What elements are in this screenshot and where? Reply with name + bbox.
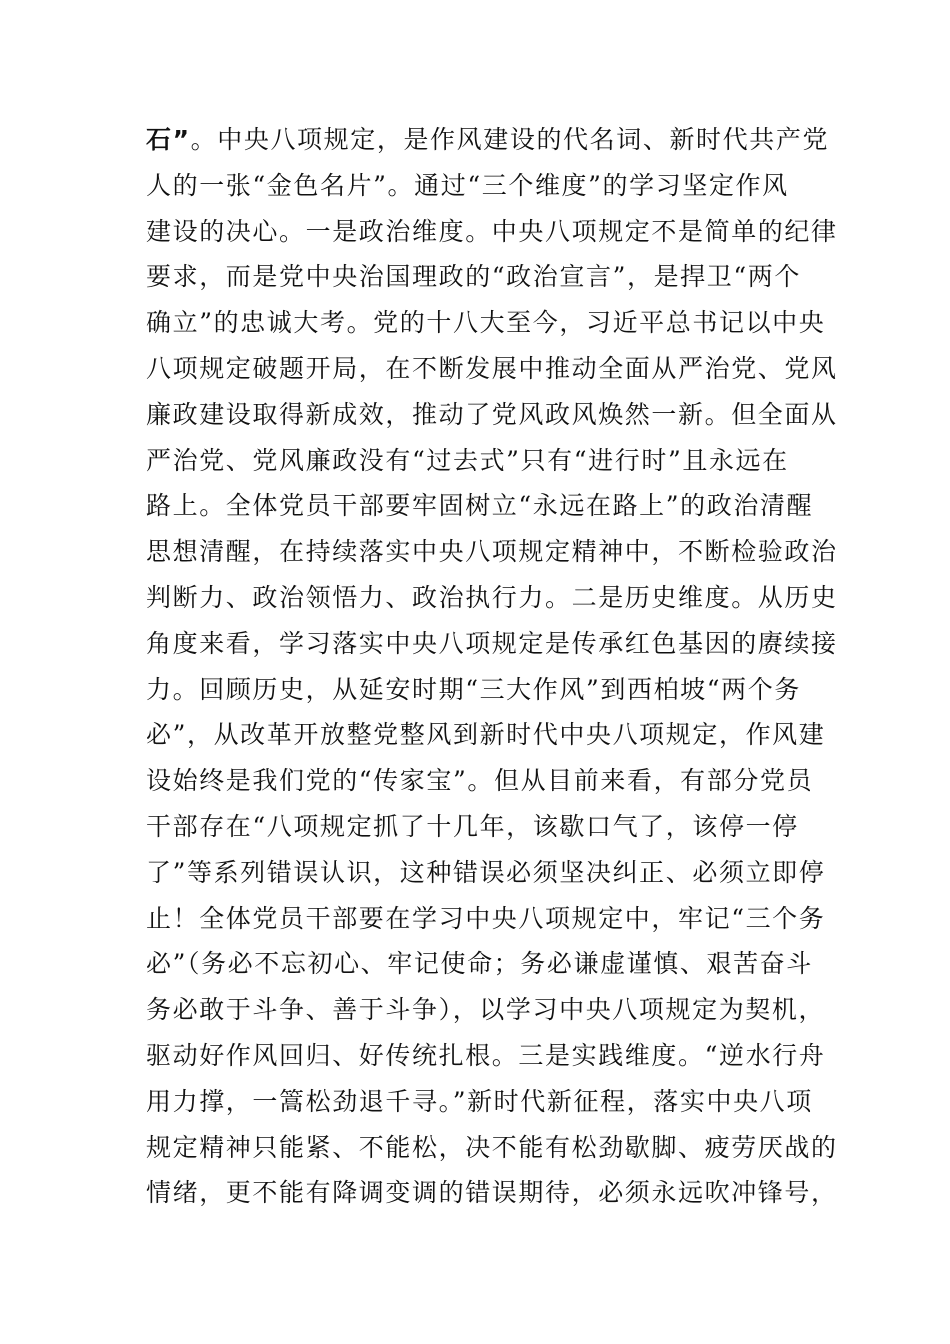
text-line: 力。回顾历史，从延安时期“三大作风”到西柏坡“两个务	[146, 674, 801, 704]
text-line: 情绪，更不能有降调变调的错误期待，必须永远吹冲锋号，	[146, 1178, 838, 1208]
text-line: 廉政建设取得新成效，推动了党风政风焕然一新。但全面从	[146, 399, 838, 429]
text-line: 干部存在“八项规定抓了十几年，该歇口气了，该停一停	[146, 811, 799, 841]
text-line: 严治党、党风廉政没有“过去式”只有“进行时”且永远在	[146, 445, 789, 475]
text-line: 用力撑，一篙松劲退千寻。”新时代新征程，落实中央八项	[146, 1086, 813, 1116]
text-line: 路上。全体党员干部要牢固树立“永远在路上”的政治清醒	[146, 491, 814, 521]
text-line: 确立”的忠诚大考。党的十八大至今，习近平总书记以中央	[146, 308, 826, 338]
text-line: 了”等系列错误认识，这种错误必须坚决纠正、必须立即停	[146, 857, 826, 887]
text-line: 止！全体党员干部要在学习中央八项规定中，牢记“三个务	[146, 903, 826, 933]
text-line: 务必敢于斗争、善于斗争），以学习中央八项规定为契机，	[146, 995, 826, 1025]
text-line: 设始终是我们党的“传家宝”。但从目前来看，有部分党员	[146, 766, 814, 796]
text-line: 人的一张“金色名片”。通过“三个维度”的学习坚定作风	[146, 170, 789, 200]
text-line: 判断力、政治领悟力、政治执行力。二是历史维度。从历史	[146, 582, 838, 612]
text-line: 必”（务必不忘初心、牢记使命；务必谦虚谨慎、艰苦奋斗	[146, 949, 813, 979]
text-line: 八项规定破题开局，在不断发展中推动全面从严治党、党风	[146, 353, 838, 383]
text-line: 必”，从改革开放整党整风到新时代中央八项规定，作风建	[146, 720, 826, 750]
text-line: 驱动好作风回归、好传统扎根。三是实践维度。“逆水行舟	[146, 1040, 826, 1070]
text-line	[146, 117, 830, 163]
text-line: 要求，而是党中央治国理政的“政治宣言”，是捍卫“两个	[146, 262, 801, 292]
text-line: 角度来看，学习落实中央八项规定是传承红色基因的赓续接	[146, 628, 838, 658]
text-line-rest: 。中央八项规定，是作风建设的代名词、新时代共产党	[190, 125, 830, 154]
text-line: 建设的决心。一是政治维度。中央八项规定不是简单的纪律	[146, 216, 838, 246]
body-paragraph	[146, 117, 838, 1216]
text-line: 规定精神只能紧、不能松，决不能有松劲歇脚、疲劳厌战的	[146, 1132, 838, 1162]
text-lead: 石”	[146, 125, 191, 154]
text-line: 思想清醒，在持续落实中央八项规定精神中，不断检验政治	[146, 537, 838, 567]
